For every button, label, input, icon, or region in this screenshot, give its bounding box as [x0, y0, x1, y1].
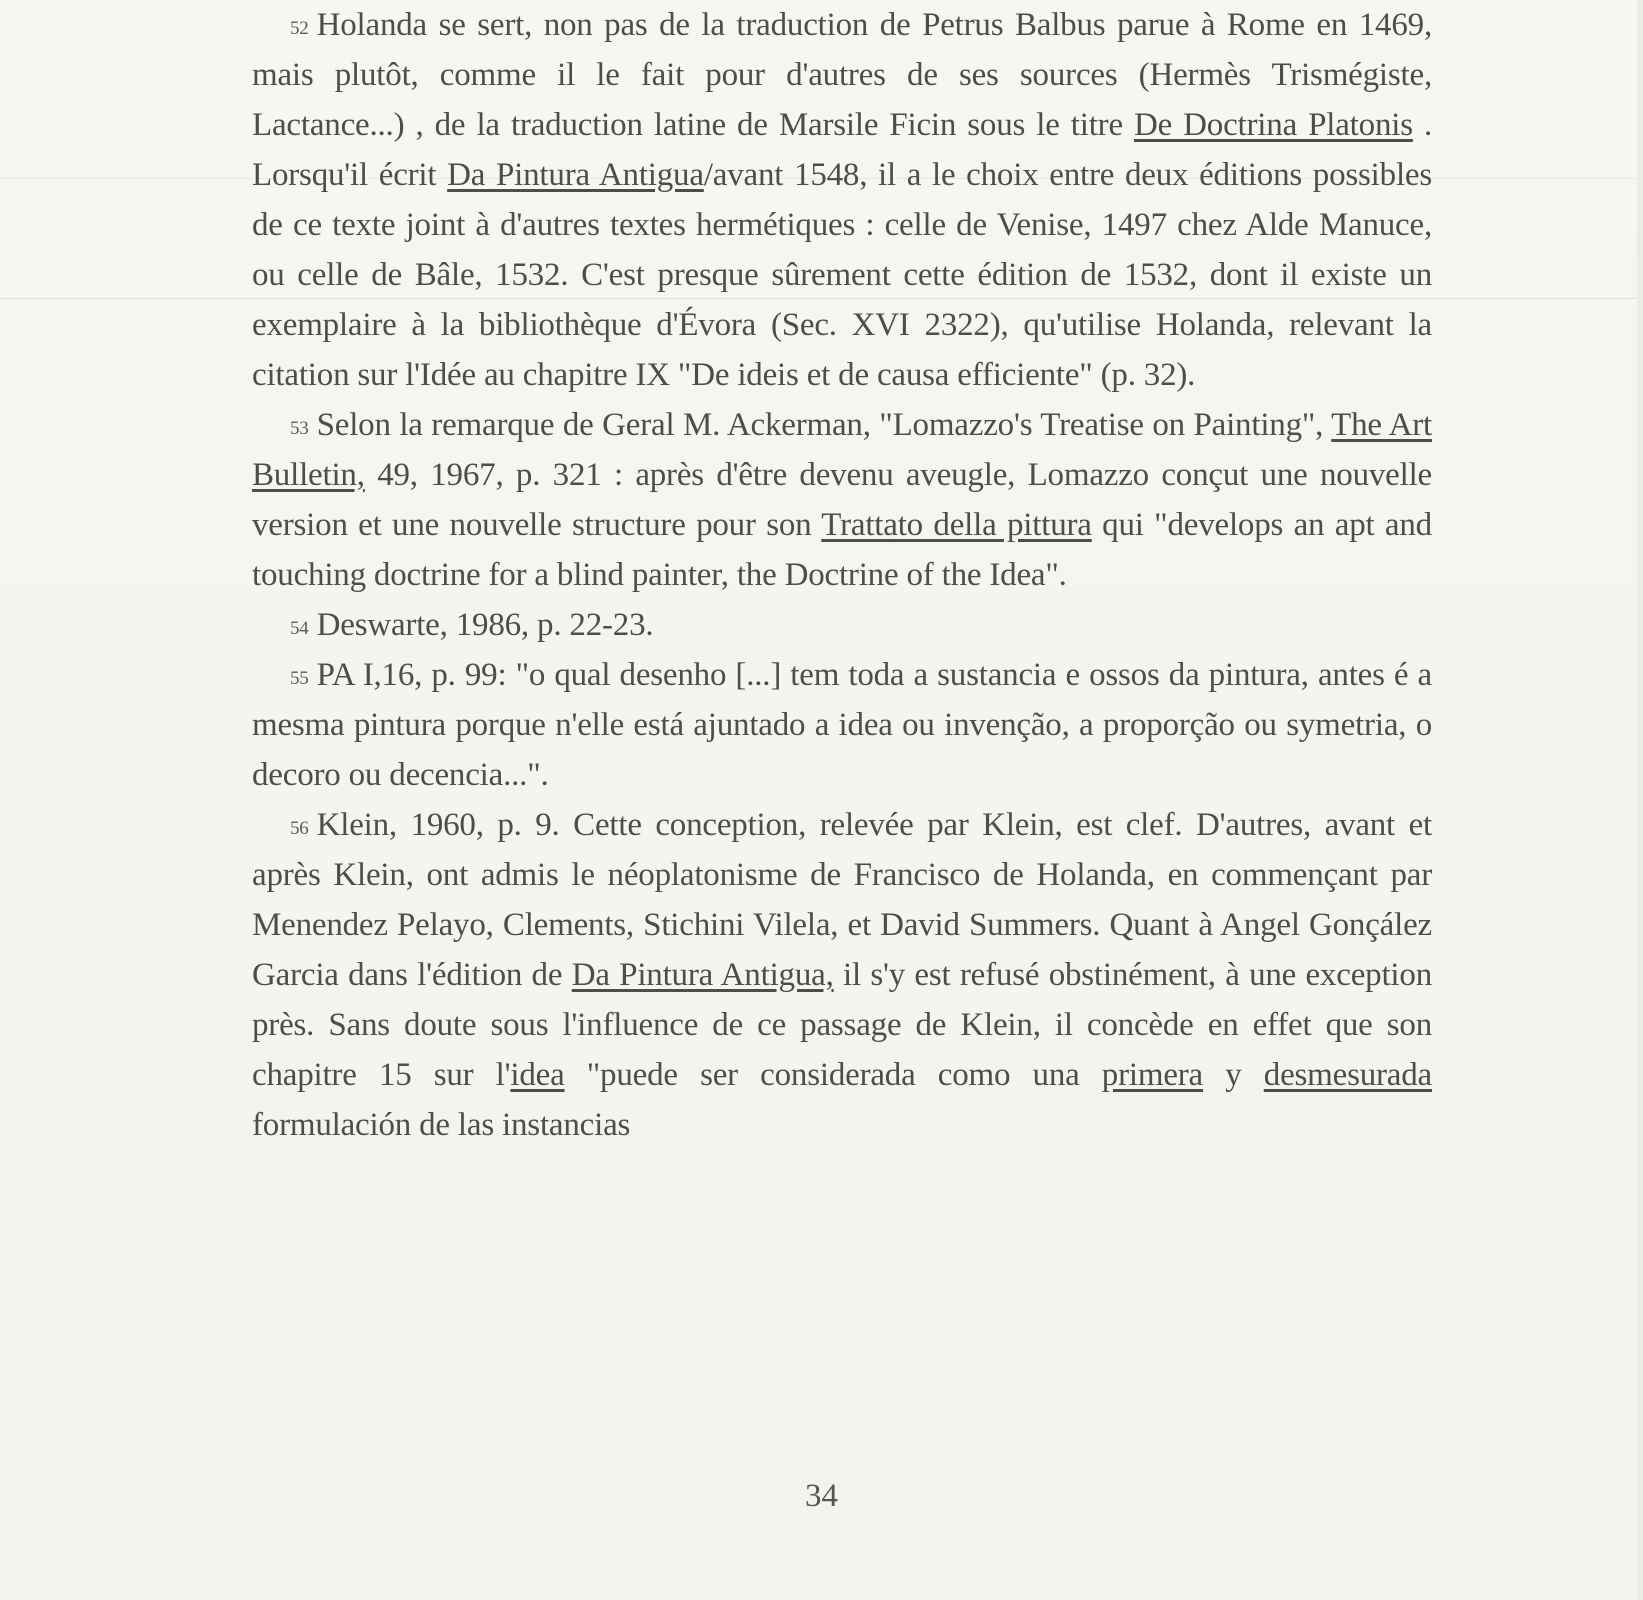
term-underlined: primera	[1101, 1057, 1204, 1093]
page-edge	[1637, 0, 1643, 1600]
term-underlined: desmesurada	[1263, 1057, 1432, 1093]
footnote-number: 56	[290, 818, 309, 839]
footnote-53: $^{53}$ Selon la remarque de Geral M. Ackerman, "Lomazzo's Treatise on Painting", The Art Bulletin, 49, 1967, p. 321 : après d'être devenu aveugle, Lomazzo conçut une nouvelle version et une nouvelle structure pour son Trattato della pittura qui "develops an apt and touching doctrine for a blind painter, the Doctrine of the Idea".	[252, 407, 1432, 593]
page-number: 34	[805, 1478, 838, 1514]
title-underlined: Da Pintura Antigua,	[571, 957, 834, 993]
footnote-56: $^{56}$ Klein, 1960, p. 9. Cette conception, relevée par Klein, est clef. D'autres, avant et après Klein, ont admis le néoplatonisme de Francisco de Holanda, en commençant par Menendez Pelayo, Clements, Stichini Vilela, et David Summers. Quant à Angel Gonçález Garcia dans l'édition de Da Pintura Antigua, il s'y est refusé obstinément, à une exception près. Sans doute sous l'influence de ce passage de Klein, il concède en effet que son chapitre 15 sur l'idea "puede ser considerada como una primera y desmesurada formulación de las instancias	[252, 807, 1432, 1143]
footnote-number: 55	[290, 668, 309, 689]
footnote-number: 52	[290, 18, 309, 39]
footnote-55: $^{55}$ PA I,16, p. 99: "o qual desenho [...] tem toda a sustancia e ossos da pintura, antes é a mesma pintura porque n'elle está ajuntado a idea ou invenção, a proporção ou symetria, o decoro ou decencia...".	[252, 657, 1432, 793]
footnotes	[252, 0, 1432, 1150]
footnote-number: 53	[290, 418, 309, 439]
title-underlined: Trattato della pittura	[821, 507, 1092, 543]
title-underlined: Da Pintura Antigua	[447, 157, 704, 193]
title-underlined: The Art Bulletin,	[252, 407, 1432, 493]
footnote-54: $^{54}$ Deswarte, 1986, p. 22-23.	[290, 607, 654, 643]
term-underlined: idea	[510, 1057, 565, 1093]
footnote-number: 54	[290, 618, 309, 639]
title-underlined: De Doctrina Platonis	[1134, 107, 1413, 143]
footnote-52: $^{52}$ Holanda se sert, non pas de la traduction de Petrus Balbus parue à Rome en 1469, mais plutôt, comme il le fait pour d'autres de ses sources (Hermès Trismégiste, Lactance...) , de la traduction latine de Marsile Ficin sous le titre De Doctrina Platonis . Lorsqu'il écrit Da Pintura Antigua/avant 1548, il a le choix entre deux éditions possibles de ce texte joint à d'autres textes hermétiques : celle de Venise, 1497 chez Alde Manuce, ou celle de Bâle, 1532. C'est presque sûrement cette édition de 1532, dont il existe un exemplaire à la bibliothèque d'Évora (Sec. XVI 2322), qu'utilise Holanda, relevant la citation sur l'Idée au chapitre IX "De ideis et de causa efficiente" (p. 32).	[252, 7, 1432, 393]
